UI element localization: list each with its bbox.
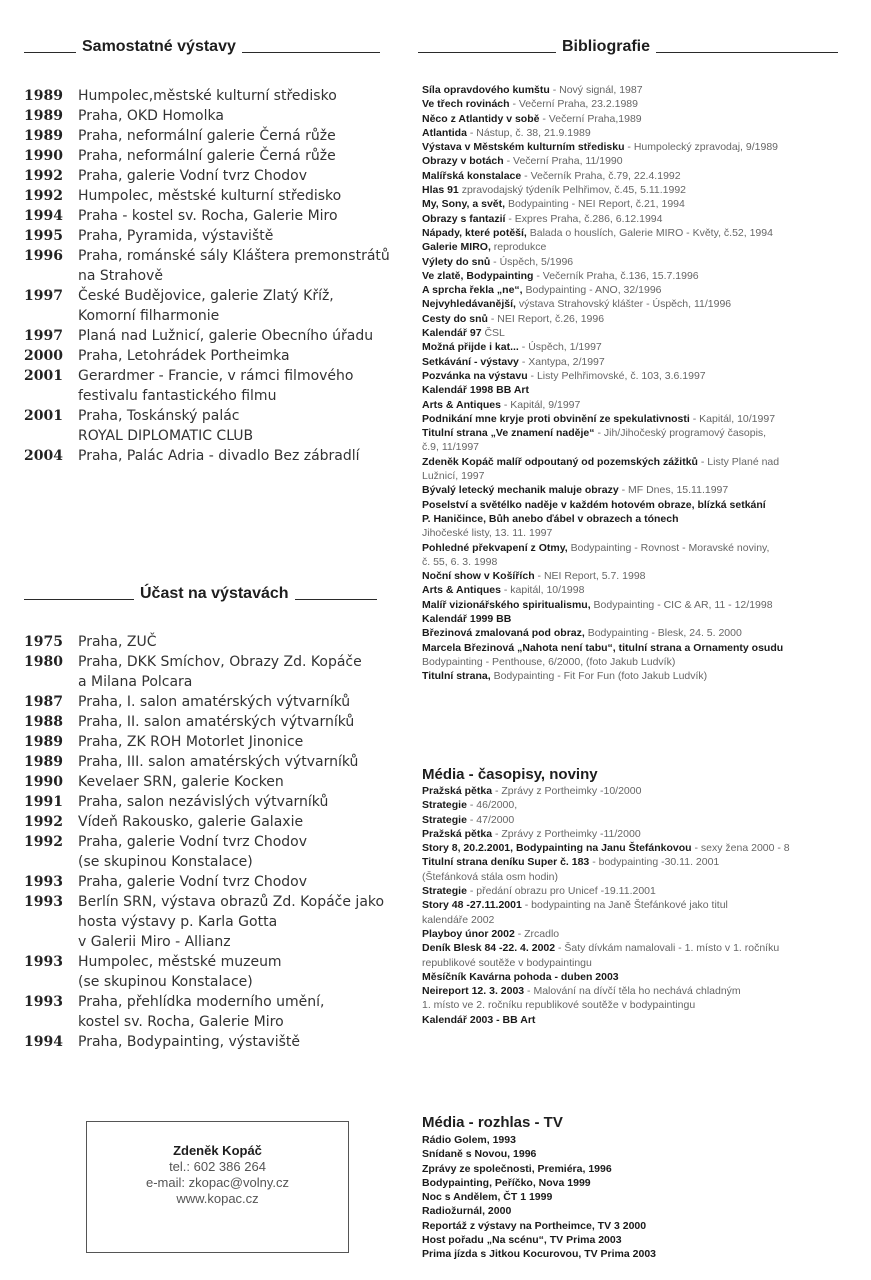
reference-entry [422,297,862,311]
reference-title: Zprávy ze společnosti, Premiéra, 1996 [422,1162,612,1175]
reference-entry [422,827,862,841]
reference-entry [422,984,862,1013]
reference-entry [422,1233,862,1247]
reference-entry [422,541,862,570]
contact-phone: tel.: 602 386 264 [169,1159,266,1174]
reference-source: zpravodajský týdeník Pelhřimov, č.45, 5.11.1992 [458,184,687,197]
reference-entry [422,312,862,326]
ucast-title: Účast na výstavách [140,585,289,602]
reference-entry [422,240,862,254]
contact-box [86,1121,349,1253]
exhibition-text: Praha, DKK Smíchov, Obrazy Zd. Kopáče a Milana Polcara [78,654,362,690]
exhibition-text: Planá nad Lužnicí, galerie Obecního úřadu [78,328,374,344]
reference-source: Bodypainting - CIC & AR, 11 - 12/1998 [590,598,773,611]
reference-source: - Xantypa, 2/1997 [518,355,605,368]
exhibition-row [24,732,404,752]
reference-title: Setkávání - výstavy [422,355,519,368]
exhibition-year: 1992 [24,834,63,850]
reference-entry [422,612,862,626]
reference-entry [422,212,862,226]
reference-source: - NEI Report, 5.7. 1998 [534,570,646,583]
reference-source: - Expres Praha, č.286, 6.12.1994 [505,212,663,225]
reference-entry [422,1147,862,1161]
exhibition-row [24,752,404,772]
reference-source: Balada o houslích, Galerie MIRO - Květy, č.52, 1994 [526,226,773,239]
exhibition-text: Praha, neformální galerie Černá růže [78,128,336,144]
exhibition-text: Praha, Letohrádek Portheimka [78,348,290,364]
reference-source: - Nový signál, 1987 [549,84,643,96]
reference-entry [422,140,862,154]
exhibition-year: 1993 [24,894,63,910]
exhibition-text: Humpolec,městské kulturní středisko [78,88,337,104]
reference-source: - Večerní Praha, 23.2.1989 [509,98,638,111]
exhibition-year: 1992 [24,168,63,184]
exhibition-year: 1989 [24,734,63,750]
exhibition-year: 1975 [24,634,63,650]
reference-entry [422,784,862,798]
exhibition-text: Praha, Pyramida, výstaviště [78,228,274,244]
reference-source: - Večerník Praha, č.79, 22.4.1992 [521,169,681,182]
exhibition-year: 1991 [24,794,63,810]
reference-source: - Zrcadlo [514,927,560,940]
reference-title: Arts & Antiques [422,584,501,597]
media-casopisy-list [422,784,862,1027]
reference-title: Pozvánka na výstavu [422,369,528,382]
reference-entry [422,412,862,426]
exhibition-text: Praha, Palác Adria - divadlo Bez zábradlí [78,448,360,464]
reference-entry [422,626,862,640]
exhibition-year: 1993 [24,954,63,970]
exhibition-year: 1990 [24,774,63,790]
bibliografie-title: Bibliografie [562,38,651,55]
reference-title: Ve zlatě, Bodypainting [422,269,534,282]
reference-title: Výstava v Městském kulturním středisku [422,141,625,154]
exhibition-year: 1989 [24,108,63,124]
heading-rule-left [24,52,76,53]
reference-entry [422,1162,862,1176]
reference-entry [422,126,862,140]
exhibition-year: 1994 [24,1034,63,1050]
exhibition-year: 1992 [24,188,63,204]
reference-title: Malíř vizionářského spiritualismu, [422,598,591,611]
reference-title: Měsíčník Kavárna pohoda - duben 2003 [422,970,619,983]
exhibition-text: Praha, Bodypainting, výstaviště [78,1034,300,1050]
reference-entry [422,483,862,497]
reference-entry [422,855,862,884]
media-casopisy-title: Média - časopisy, noviny [422,766,598,783]
reference-source: reprodukce [490,241,547,254]
exhibition-year: 1997 [24,288,63,304]
reference-source: Bodypainting - Penthouse, 6/2000, (foto Jakub Ludvík) [422,655,676,668]
reference-source: - Listy Pelhřimovské, č. 103, 3.6.1997 [527,369,706,382]
exhibition-text: Praha, OKD Homolka [78,108,224,124]
exhibition-year: 2001 [24,408,63,424]
exhibition-row [24,692,404,712]
exhibition-row [24,106,404,126]
reference-source: - Úspěch, 1/1997 [518,341,602,354]
contact-web: www.kopac.cz [176,1191,259,1206]
exhibition-row [24,206,404,226]
reference-source: - předání obrazu pro Unicef -19.11.2001 [466,885,656,898]
reference-entry [422,183,862,197]
exhibition-year: 1988 [24,714,63,730]
reference-source: ČSL [481,327,505,340]
reference-title: Galerie MIRO, [422,241,491,254]
reference-title: Host pořadu „Na scénu“, TV Prima 2003 [422,1234,622,1247]
exhibition-year: 2000 [24,348,63,364]
exhibition-text: České Budějovice, galerie Zlatý Kříž, Komorní filharmonie [78,288,334,324]
heading-rule-left [24,599,134,600]
reference-entry [422,369,862,383]
bibliografie-list [422,83,862,683]
reference-entry [422,455,862,484]
exhibition-text: Berlín SRN, výstava obrazů Zd. Kopáče jako hosta výstavy p. Karla Gotta v Galerii Miro - Allianz [78,894,385,950]
reference-entry [422,598,862,612]
reference-source: - sexy žena 2000 - 8 [691,842,790,855]
exhibition-row [24,792,404,812]
reference-source: - Kapitál, 10/1997 [689,412,776,425]
exhibition-text: Gerardmer - Francie, v rámci filmového festivalu fantastického filmu [78,368,354,404]
exhibition-row [24,952,404,992]
exhibition-row [24,832,404,872]
reference-title: Story 8, 20.2.2001, Bodypainting na Janu Štefánkovou [422,842,692,855]
reference-title: Nápady, které potěší, [422,226,527,239]
exhibition-year: 1993 [24,874,63,890]
reference-entry [422,269,862,283]
reference-source: Bodypainting - Blesk, 24. 5. 2000 [584,627,742,640]
reference-entry [422,340,862,354]
exhibition-row [24,992,404,1032]
reference-entry [422,197,862,211]
reference-entry [422,426,862,455]
reference-source: - Zprávy z Portheimky -10/2000 [492,785,642,797]
reference-entry [422,583,862,597]
reference-title: Výlety do snů [422,255,491,268]
reference-title: Playboy únor 2002 [422,927,515,940]
reference-source: - Kapitál, 9/1997 [500,398,581,411]
exhibition-row [24,246,404,286]
exhibition-year: 1996 [24,248,63,264]
reference-title: Kalendář 1998 BB Art [422,384,529,397]
reference-source: - 47/2000 [466,813,515,826]
reference-source: výstava Strahovský klášter - Úspěch, 11/1996 [515,298,732,311]
reference-source: - Večerník Praha, č.136, 15.7.1996 [533,269,699,282]
exhibition-year: 1990 [24,148,63,164]
media-rozhlas-list [422,1133,862,1262]
exhibition-text: Praha, ZK ROH Motorlet Jinonice [78,734,304,750]
reference-source: - Malování na dívčí těla ho nechává chladným 1. místo ve 2. ročníku republikové soutěže v bodypaintingu [422,985,741,1012]
exhibition-row [24,226,404,246]
bibliografie-heading [418,38,838,56]
exhibition-row [24,892,404,952]
reference-entry [422,798,862,812]
exhibition-row [24,406,404,446]
reference-entry [422,498,862,541]
reference-title: Rádio Golem, 1993 [422,1134,516,1146]
reference-title: Prima jízda s Jitkou Kocurovou, TV Prima 2003 [422,1248,656,1261]
reference-source: - NEI Report, č.26, 1996 [487,312,605,325]
exhibition-year: 1989 [24,128,63,144]
reference-source: - Nástup, č. 38, 21.9.1989 [466,126,591,139]
exhibition-year: 1997 [24,328,63,344]
exhibition-text: Praha, I. salon amatérských výtvarníků [78,694,351,710]
reference-title: Kalendář 1999 BB [422,612,512,625]
reference-entry [422,898,862,927]
exhibition-text: Praha, III. salon amatérských výtvarníků [78,754,359,770]
reference-source: Bodypainting - ANO, 32/1996 [522,284,662,297]
reference-entry [422,255,862,269]
reference-entry [422,226,862,240]
reference-entry [422,169,862,183]
reference-title: Deník Blesk 84 -22. 4. 2002 [422,942,556,955]
reference-entry [422,1247,862,1261]
reference-entry [422,1133,862,1147]
reference-entry [422,398,862,412]
exhibition-text: Kevelaer SRN, galerie Kocken [78,774,284,790]
reference-entry [422,1190,862,1204]
reference-title: Kalendář 97 [422,327,482,340]
reference-source: - Listy Plané nad Lužnicí, 1997 [422,455,780,483]
reference-title: Možná přijde i kat... [422,341,519,354]
exhibition-text: Praha, II. salon amatérských výtvarníků [78,714,355,730]
reference-title: Obrazy s fantazií [422,212,506,225]
exhibition-text: Humpolec, městské muzeum (se skupinou Konstalace) [78,954,282,990]
heading-rule-left [418,52,556,53]
exhibition-row [24,1032,404,1052]
reference-title: Strategie [422,799,467,812]
reference-title: Titulní strana deníku Super č. 183 [422,856,590,869]
exhibition-row [24,712,404,732]
exhibition-year: 2001 [24,368,63,384]
exhibition-row [24,366,404,406]
reference-title: Atlantida [422,126,467,139]
reference-entry [422,283,862,297]
exhibition-row [24,126,404,146]
reference-entry [422,970,862,984]
reference-title: Marcela Březinová „Nahota není tabu“, titulní strana a Ornamenty osudu [422,641,784,654]
contact-email: e-mail: zkopac@volny.cz [146,1175,289,1190]
exhibition-row [24,632,404,652]
reference-source: - Úspěch, 5/1996 [490,255,574,268]
exhibition-year: 1993 [24,994,63,1010]
reference-source: - Večerní Praha, 11/1990 [503,155,623,168]
reference-entry [422,641,862,670]
reference-title: Strategie [422,885,467,898]
samostatne-list [24,86,404,466]
exhibition-year: 1995 [24,228,63,244]
media-rozhlas-title: Média - rozhlas - TV [422,1114,563,1131]
reference-entry [422,112,862,126]
exhibition-text: Praha, neformální galerie Černá růže [78,148,336,164]
reference-title: Bodypainting, Peříčko, Nova 1999 [422,1176,591,1189]
samostatne-heading [24,38,380,56]
reference-title: Pohledné překvapení z Otmy, [422,541,568,554]
exhibition-text: Praha, galerie Vodní tvrz Chodov (se skupinou Konstalace) [78,834,307,870]
reference-source: - Šaty dívkám namalovali - 1. místo v 1. ročníku republikové soutěže v bodypaintingu [422,942,780,969]
exhibition-text: Praha, galerie Vodní tvrz Chodov [78,168,307,184]
reference-entry [422,383,862,397]
exhibition-row [24,652,404,692]
exhibition-row [24,772,404,792]
reference-source: - 46/2000, [466,799,518,812]
exhibition-text: Vídeň Rakousko, galerie Galaxie [78,814,304,830]
exhibition-row [24,146,404,166]
reference-title: Snídaně s Novou, 1996 [422,1148,537,1161]
reference-title: Radiožurnál, 2000 [422,1205,512,1218]
ucast-list [24,632,404,1052]
reference-title: A sprcha řekla „ne“, [422,284,523,297]
heading-rule-right [656,52,838,53]
exhibition-text: Praha, ZUČ [78,634,157,650]
reference-source: Bodypainting - Rovnost - Moravské noviny, č. 55, 6. 3. 1998 [422,541,770,568]
reference-entry [422,1219,862,1233]
exhibition-row [24,186,404,206]
reference-entry [422,927,862,941]
exhibition-year: 1980 [24,654,63,670]
reference-title: Ve třech rovinách [422,98,510,111]
exhibition-text: Praha - kostel sv. Rocha, Galerie Miro [78,208,338,224]
reference-entry [422,813,862,827]
exhibition-year: 1989 [24,754,63,770]
exhibition-row [24,346,404,366]
reference-entry [422,669,862,683]
exhibition-year: 1994 [24,208,63,224]
exhibition-row [24,812,404,832]
exhibition-text: Praha, galerie Vodní tvrz Chodov [78,874,307,890]
reference-title: Hlas 91 [422,184,459,197]
reference-title: Strategie [422,813,467,826]
reference-entry [422,97,862,111]
reference-source: - bodypainting -30.11. 2001 (Štefánková stála osm hodin) [422,856,720,883]
reference-title: Síla opravdového kumštu [422,84,550,96]
samostatne-title: Samostatné výstavy [82,38,236,55]
reference-title: Titulní strana „Ve znamení naděje“ [422,427,595,440]
reference-entry [422,1176,862,1190]
heading-rule-right [295,599,377,600]
reference-title: Kalendář 2003 - BB Art [422,1013,536,1026]
reference-title: Podnikání mne kryje proti obvinění ze spekulativnosti [422,412,690,425]
reference-title: Cesty do snů [422,312,488,325]
reference-source: - Jih/Jihočeský programový časopis, č.9, 11/1997 [422,427,767,454]
reference-title: Pražská pětka [422,827,493,840]
contact-name: Zdeněk Kopáč [173,1143,262,1158]
reference-title: Něco z Atlantidy v sobě [422,112,540,125]
reference-source: Bodypainting - NEI Report, č.21, 1994 [505,198,685,211]
reference-entry [422,884,862,898]
reference-source: Bodypainting - Fit For Fun (foto Jakub Ludvík) [490,670,708,683]
reference-entry [422,841,862,855]
reference-title: Bývalý letecký mechanik maluje obrazy [422,484,619,497]
reference-title: Zdeněk Kopáč malíř odpoutaný od pozemských zážitků [422,455,698,468]
exhibition-row [24,446,404,466]
reference-entry [422,326,862,340]
reference-entry [422,1204,862,1218]
ucast-heading [24,585,377,603]
reference-title: Nejvyhledávanější, [422,298,516,311]
exhibition-row [24,326,404,346]
exhibition-year: 2004 [24,448,63,464]
reference-title: Obrazy v botách [422,155,504,168]
exhibition-text: Praha, přehlídka moderního umění, kostel sv. Rocha, Galerie Miro [78,994,325,1030]
exhibition-row [24,86,404,106]
reference-title: Březinová zmalovaná pod obraz, [422,627,585,640]
exhibition-row [24,872,404,892]
reference-entry [422,569,862,583]
exhibition-year: 1987 [24,694,63,710]
reference-source: Jihočeské listy, 13. 11. 1997 [422,527,553,540]
reference-entry [422,154,862,168]
reference-source: - MF Dnes, 15.11.1997 [618,484,729,497]
reference-source: - Humpolecký zpravodaj, 9/1989 [624,141,779,154]
reference-title: Titulní strana, [422,670,491,683]
exhibition-year: 1989 [24,88,63,104]
reference-title: Malířská konstalace [422,169,522,182]
reference-title: Poselství a světélko naděje v každém hotovém obraze, blízká setkání P. Haničince, Bůh anebo ďábel v obrazech a tónech [422,498,766,525]
reference-title: Neireport 12. 3. 2003 [422,985,525,998]
reference-entry [422,355,862,369]
exhibition-text: Praha, Toskánský palác ROYAL DIPLOMATIC CLUB [78,408,254,444]
reference-source: - bodypainting na Janě Štefánkové jako titul kalendáře 2002 [422,899,728,926]
reference-source: - Zprávy z Portheimky -11/2000 [492,827,641,840]
exhibition-row [24,166,404,186]
reference-entry [422,83,862,97]
exhibition-text: Humpolec, městské kulturní středisko [78,188,342,204]
reference-title: Story 48 -27.11.2001 [422,899,522,912]
reference-title: Pražská pětka [422,785,493,797]
reference-source: - kapitál, 10/1998 [500,584,585,597]
reference-title: Noc s Andělem, ČT 1 1999 [422,1191,553,1204]
reference-title: My, Sony, a svět, [422,198,506,211]
reference-title: Arts & Antiques [422,398,501,411]
reference-entry [422,1013,862,1027]
reference-source: - Večerní Praha,1989 [539,112,642,125]
exhibition-row [24,286,404,326]
reference-title: Noční show v Košířích [422,570,535,583]
reference-entry [422,941,862,970]
reference-title: Reportáž z výstavy na Portheimce, TV 3 2000 [422,1219,647,1232]
exhibition-text: Praha, salon nezávislých výtvarníků [78,794,329,810]
heading-rule-right [242,52,380,53]
exhibition-year: 1992 [24,814,63,830]
exhibition-text: Praha, románské sály Kláštera premonstrátů na Strahově [78,248,390,284]
